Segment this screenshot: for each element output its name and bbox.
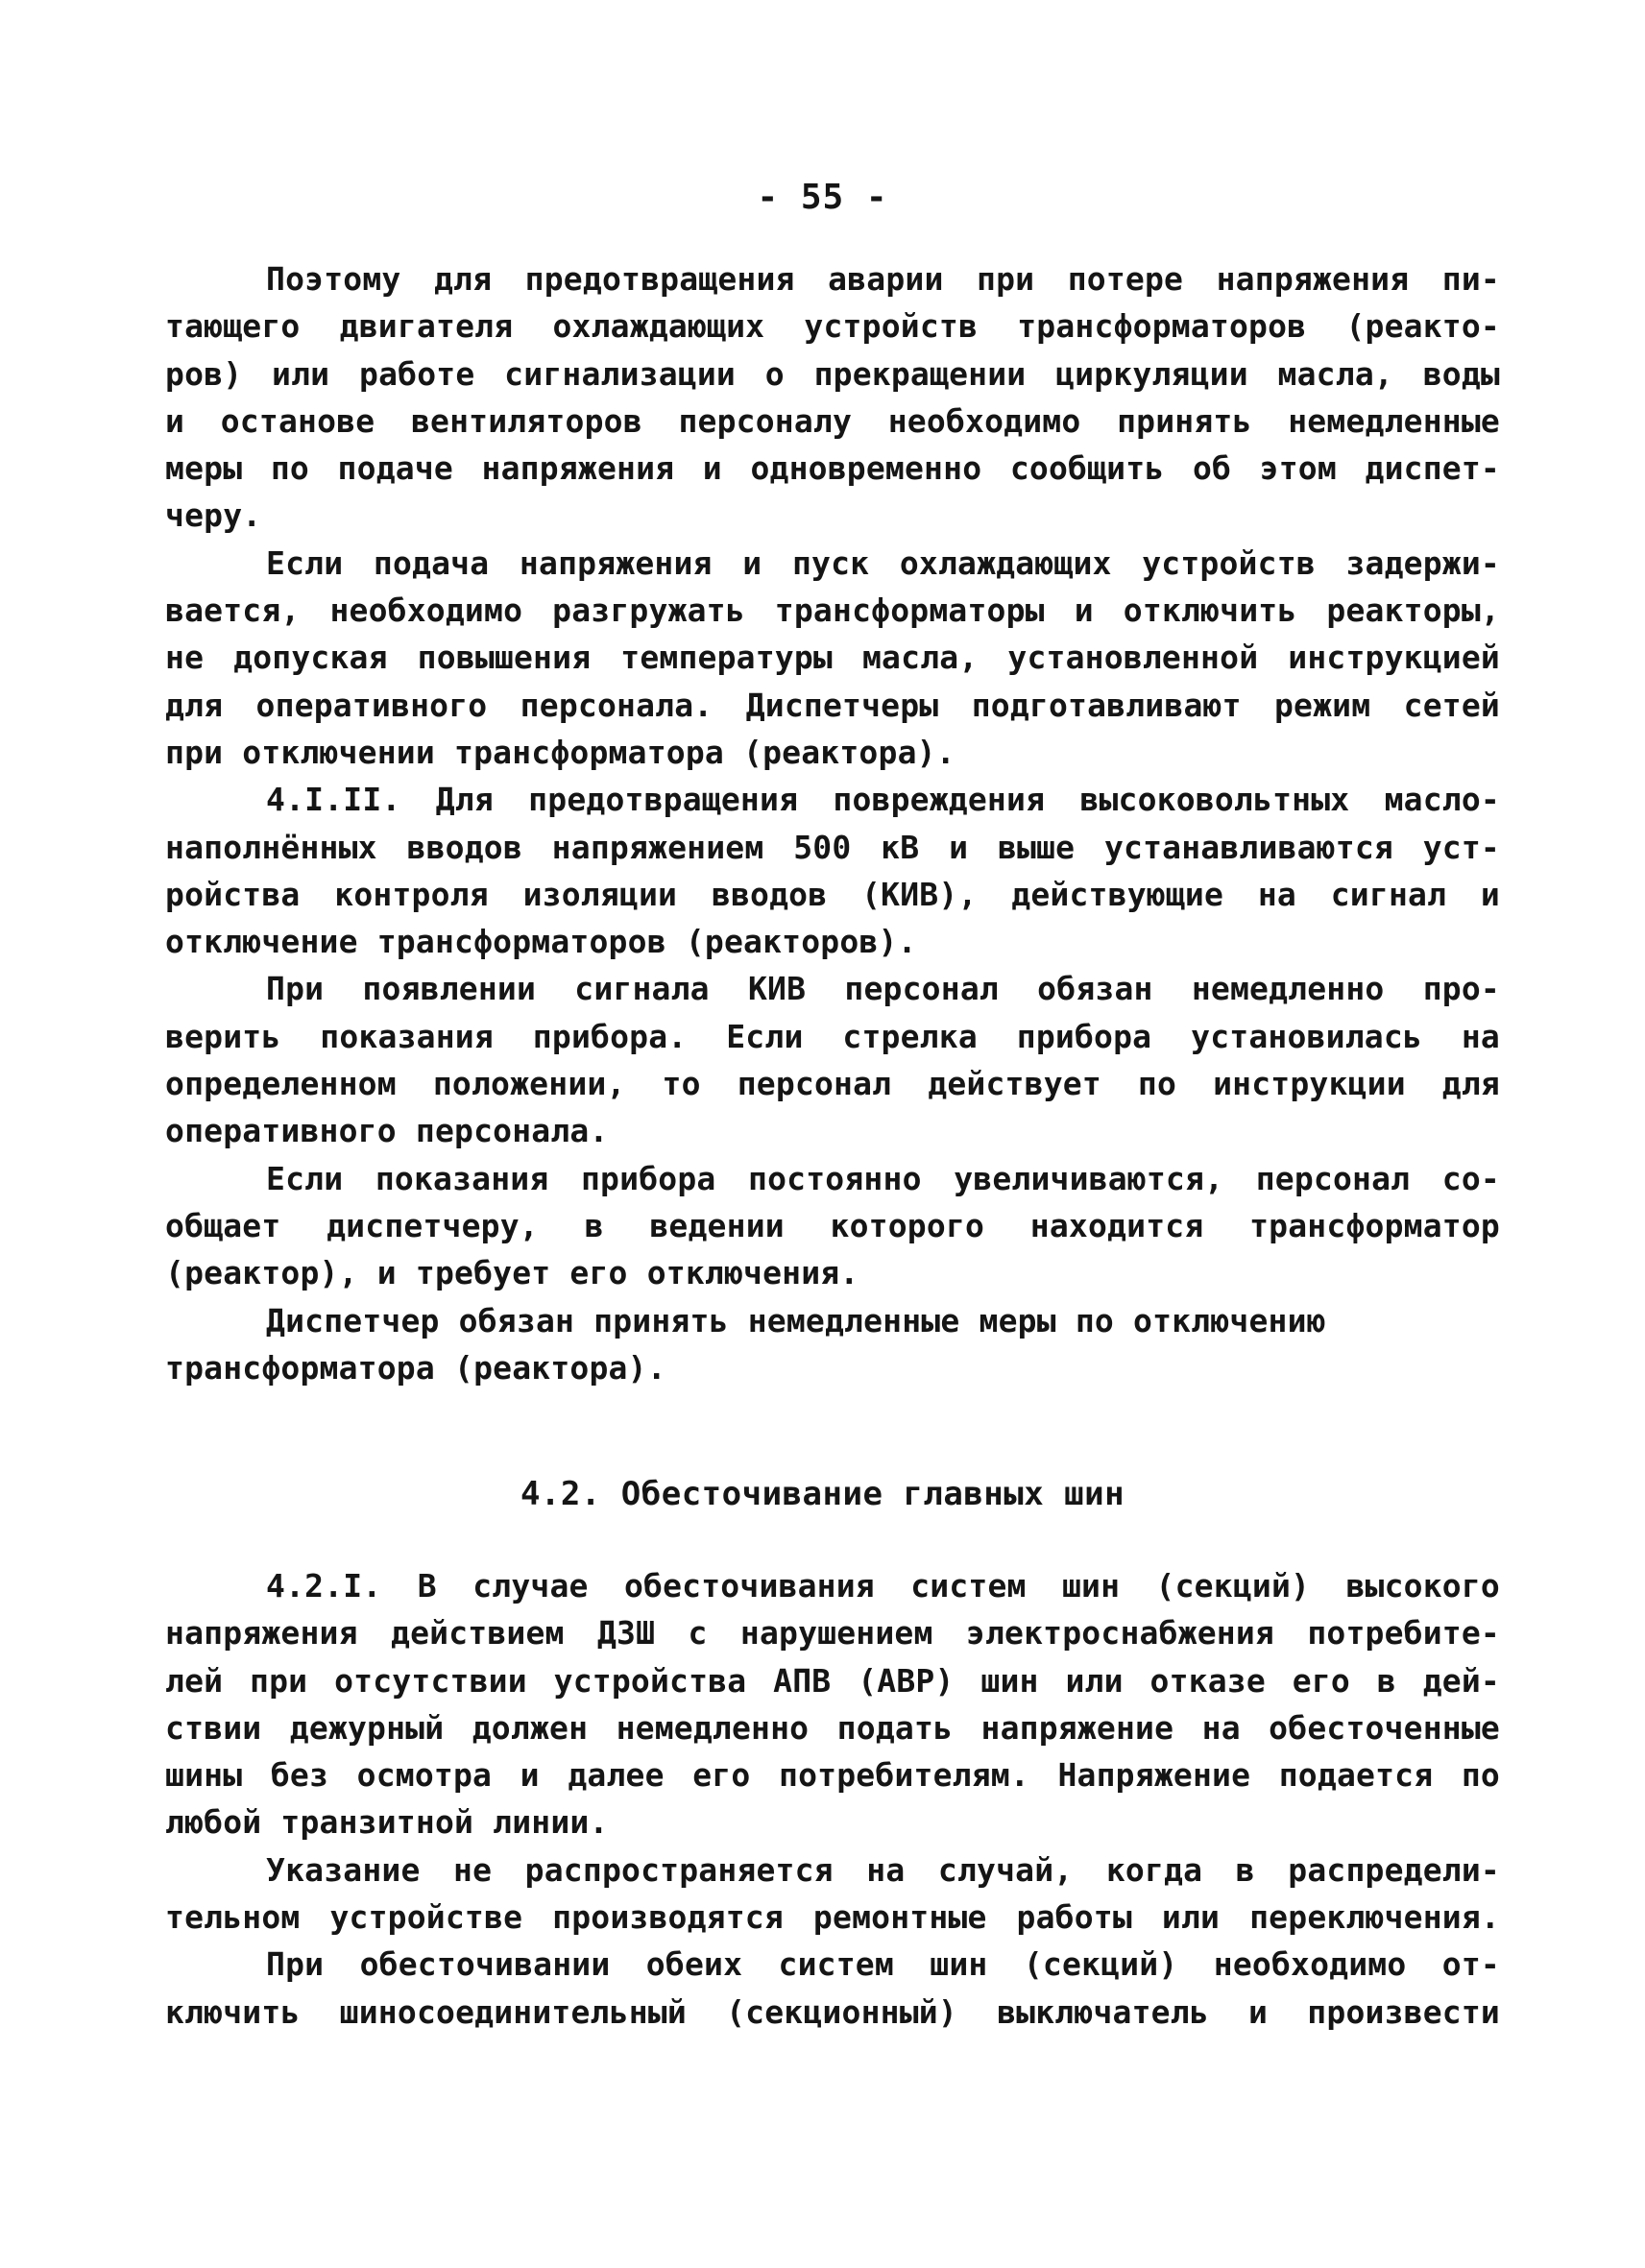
text-line: общает диспетчеру, в ведении которого находится трансформатор (165, 1206, 1500, 1244)
text-line: верить показания прибора. Если стрелка прибора установилась на (165, 1017, 1500, 1055)
text-line: трансформатора (реактора). (165, 1348, 666, 1387)
body-text-block-2 (165, 1562, 1500, 2036)
text-line: При появлении сигнала КИВ персонал обязан немедленно про- (266, 970, 1500, 1008)
text-line: оперативного персонала. (165, 1112, 609, 1150)
text-line: меры по подаче напряжения и одновременно сообщить об этом диспет- (165, 449, 1500, 488)
text-line: 4.I.II. Для предотвращения повреждения высоковольтных масло- (266, 781, 1500, 819)
text-line: тельном устройстве производятся ремонтные работы или переключения. (165, 1898, 1500, 1937)
text-line: ствии дежурный должен немедленно подать напряжение на обесточенные (165, 1708, 1500, 1747)
text-line: лей при отсутствии устройства АПВ (АВР) шин или отказе его в дей- (165, 1661, 1500, 1700)
text-line: для оперативного персонала. Диспетчеры подготавливают режим сетей (165, 686, 1500, 724)
body-text-block-1 (165, 255, 1500, 1391)
text-line: Диспетчер обязан принять немедленные меры по отключению (266, 1301, 1326, 1339)
text-line: Если показания прибора постоянно увеличиваются, персонал со- (266, 1159, 1500, 1197)
page-number: - 55 - (757, 178, 888, 217)
text-line: отключение трансформаторов (реакторов). (165, 923, 917, 961)
text-line: любой транзитной линии. (165, 1803, 609, 1842)
text-line: вается, необходимо разгружать трансформаторы и отключить реакторы, (165, 591, 1500, 630)
text-line: Указание не распространяется на случай, когда в распредели- (266, 1850, 1500, 1889)
text-line: напряжения действием ДЗШ с нарушением электроснабжения потребите- (165, 1614, 1500, 1653)
text-line: Поэтому для предотвращения аварии при потере напряжения пи- (266, 260, 1500, 298)
text-line: 4.2.I. В случае обесточивания систем шин (секций) высокого (266, 1567, 1500, 1604)
text-line: тающего двигателя охлаждающих устройств трансформаторов (реакто- (165, 307, 1500, 346)
text-line: ров) или работе сигнализации о прекращении циркуляции масла, воды (165, 354, 1500, 393)
text-line: (реактор), и требует его отключения. (165, 1254, 859, 1292)
text-line: черу. (165, 496, 262, 535)
text-line: не допуская повышения температуры масла, установленной инструкцией (165, 639, 1500, 677)
text-line: наполнённых вводов напряжением 500 кВ и выше устанавливаются уст- (165, 828, 1500, 866)
text-line: ключить шиносоединительный (секционный) выключатель и произвести (165, 1992, 1500, 2031)
text-line: При обесточивании обеих систем шин (секций) необходимо от- (266, 1945, 1500, 1984)
text-line: и останове вентиляторов персоналу необходимо принять немедленные (165, 401, 1500, 440)
text-line: при отключении трансформатора (реактора). (165, 733, 956, 771)
text-line: Если подача напряжения и пуск охлаждающих устройств задержи- (266, 543, 1500, 582)
text-line: определенном положении, то персонал действует по инструкции для (165, 1065, 1500, 1103)
text-line: шины без осмотра и далее его потребителям. Напряжение подается по (165, 1756, 1500, 1795)
text-line: ройства контроля изоляции вводов (КИВ), действующие на сигнал и (165, 875, 1500, 913)
section-heading: 4.2. Обесточивание главных шин (520, 1475, 1125, 1513)
